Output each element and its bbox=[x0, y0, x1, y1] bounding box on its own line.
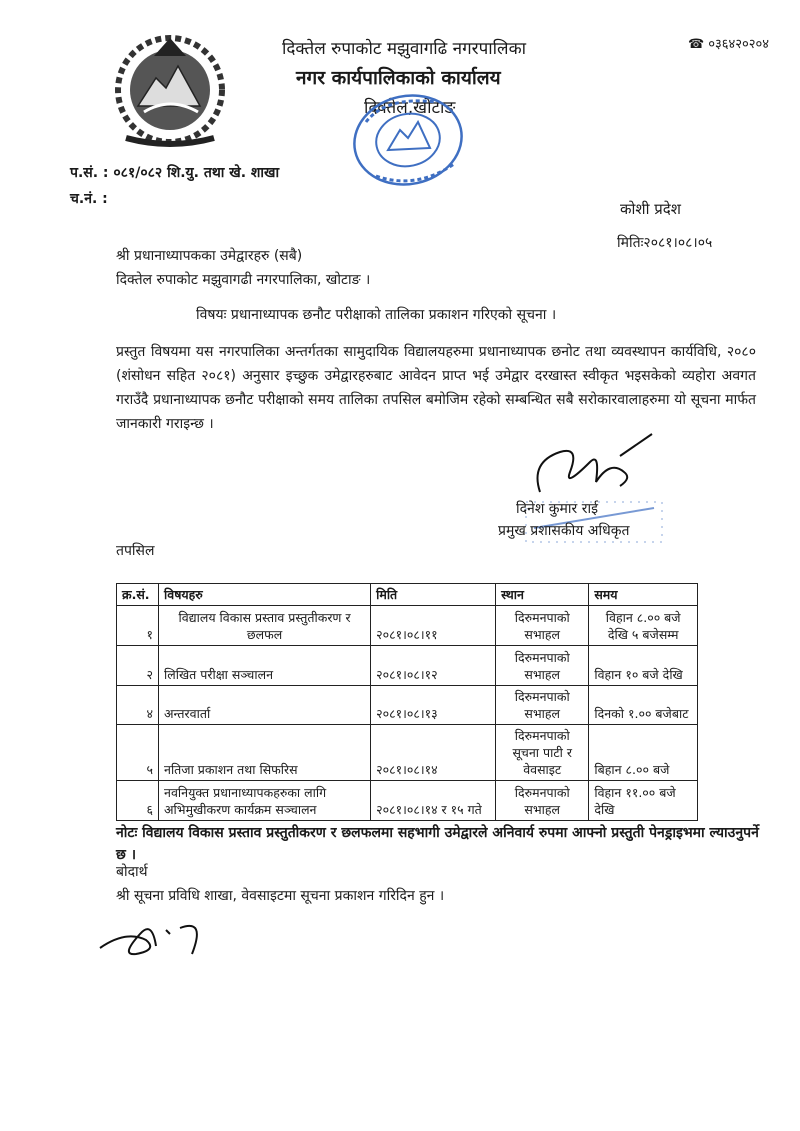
dispatch-number: च.नं. : bbox=[70, 191, 108, 207]
table-row bbox=[117, 686, 698, 725]
row-date: २०८१।०८।१४ र १५ गते bbox=[371, 781, 496, 821]
header-place: स्थान bbox=[496, 584, 589, 606]
recipient-line-2: दिक्तेल रुपाकोट मझुवागढी नगरपालिका, खोटाङ । bbox=[116, 272, 371, 288]
letter-date: मितिः२०८१।०८।०५ bbox=[617, 235, 713, 251]
body-paragraph: प्रस्तुत विषयमा यस नगरपालिका अन्तर्गतका सामुदायिक विद्यालयहरुमा प्रधानाध्यापक छनोट तथा व्यवस्थापन कार्यविधि, २०८० (शंसोधन सहित २०८१) अनुसार इच्छुक उमेद्वारहरुबाट आवेदन प्राप्त भई उमेद्वार दरखास्त स्वीकृत भइसकेको व्यहोरा अवगत गराउँदै प्रधानाध्यापक छनौट परीक्षाको समय तालिका तपसिल बमोजिम रहेको सम्बन्धित सबै सरोकारवालाहरुमा यो सूचना मार्फत जानकारी गराइन्छ । bbox=[116, 344, 756, 432]
row-serial: १ bbox=[117, 606, 159, 646]
reference-number: प.सं. : ०८१/०८२ शि.यु. तथा खे. शाखा bbox=[70, 165, 280, 181]
row-place: दिरुमनपाको सभाहल bbox=[496, 686, 589, 725]
office-subtitle: नगर कार्यपालिकाको कार्यालय bbox=[296, 67, 501, 89]
government-emblem-icon bbox=[108, 26, 232, 150]
tapasil-label: तपसिल bbox=[116, 543, 155, 559]
note-text: नोटः विद्यालय विकास प्रस्ताव प्रस्तुतीकरण र छलफलमा सहभागी उमेद्वारले अनिवार्य रुपमा आफ्नो प्रस्तुती पेनड्राइभमा ल्याउनुपर्ने छ । bbox=[116, 825, 759, 863]
row-serial: २ bbox=[117, 646, 159, 686]
table-row bbox=[117, 781, 698, 821]
table-header-row bbox=[117, 584, 698, 606]
row-serial: ५ bbox=[117, 725, 159, 781]
row-subject: लिखित परीक्षा सञ्चालन bbox=[159, 646, 371, 686]
recipient-line-1: श्री प्रधानाध्यापकका उमेद्वारहरु (सबै) bbox=[116, 248, 303, 264]
row-date: २०८१।०८।१२ bbox=[371, 646, 496, 686]
table-row bbox=[117, 725, 698, 781]
subject-line: विषयः प्रधानाध्यापक छनौट परीक्षाको तालिका प्रकाशन गरिएको सूचना । bbox=[196, 307, 557, 323]
row-subject: विद्यालय विकास प्रस्ताव प्रस्तुतीकरण र छलफल bbox=[159, 606, 371, 646]
row-place: दिरुमनपाको सभाहल bbox=[496, 781, 589, 821]
signatory-title: प्रमुख प्रशासकीय अधिकृत bbox=[498, 523, 630, 539]
row-date: २०८१।०८।१४ bbox=[371, 725, 496, 781]
signature-icon bbox=[520, 432, 670, 502]
office-stamp-icon bbox=[346, 92, 482, 192]
row-subject: अन्तरवार्ता bbox=[159, 686, 371, 725]
row-time: विहान ११.०० बजे देखि bbox=[589, 781, 698, 821]
row-time: दिनको १.०० बजेबाट bbox=[589, 686, 698, 725]
phone-number bbox=[688, 34, 769, 52]
header-time: समय bbox=[589, 584, 698, 606]
row-time: विहान ८.०० बजे देखि ५ बजेसम्म bbox=[589, 606, 698, 646]
office-location: दिक्तेल,खोटाङ bbox=[364, 98, 456, 118]
row-serial: ४ bbox=[117, 686, 159, 725]
office-name: दिक्तेल रुपाकोट मझुवागढि नगरपालिका bbox=[282, 39, 527, 59]
telephone-icon: ☎ bbox=[688, 37, 705, 52]
header-serial: क्र.सं. bbox=[117, 584, 159, 606]
header-subject: विषयहरु bbox=[159, 584, 371, 606]
schedule-table bbox=[116, 583, 698, 821]
province-name: कोशी प्रदेश bbox=[620, 200, 681, 218]
row-date: २०८१।०८।१३ bbox=[371, 686, 496, 725]
row-place: दिरुमनपाको सूचना पाटी र वेवसाइट bbox=[496, 725, 589, 781]
row-serial: ६ bbox=[117, 781, 159, 821]
row-date: २०८१।०८।११ bbox=[371, 606, 496, 646]
row-place: दिरुमनपाको सभाहल bbox=[496, 606, 589, 646]
signatory-name: दिनेश कुमार राई bbox=[516, 501, 598, 517]
header-date: मिति bbox=[371, 584, 496, 606]
row-subject: नवनियुक्त प्रधानाध्यापकहरुका लागि अभिमुखीकरण कार्यक्रम सञ्चालन bbox=[159, 781, 371, 821]
phone-value: ०३६४२०२०४ bbox=[708, 37, 770, 52]
bodartha-label: बोदार्थ bbox=[116, 864, 148, 880]
initials-signature-icon bbox=[96, 910, 220, 962]
row-subject: नतिजा प्रकाशन तथा सिफरिस bbox=[159, 725, 371, 781]
row-time: बिहान ८.०० बजे bbox=[589, 725, 698, 781]
row-time: विहान १० बजे देखि bbox=[589, 646, 698, 686]
table-row bbox=[117, 606, 698, 646]
bodartha-line: श्री सूचना प्रविधि शाखा, वेवसाइटमा सूचना प्रकाशन गरिदिन हुन । bbox=[116, 888, 445, 904]
row-place: दिरुमनपाको सभाहल bbox=[496, 646, 589, 686]
table-row bbox=[117, 646, 698, 686]
